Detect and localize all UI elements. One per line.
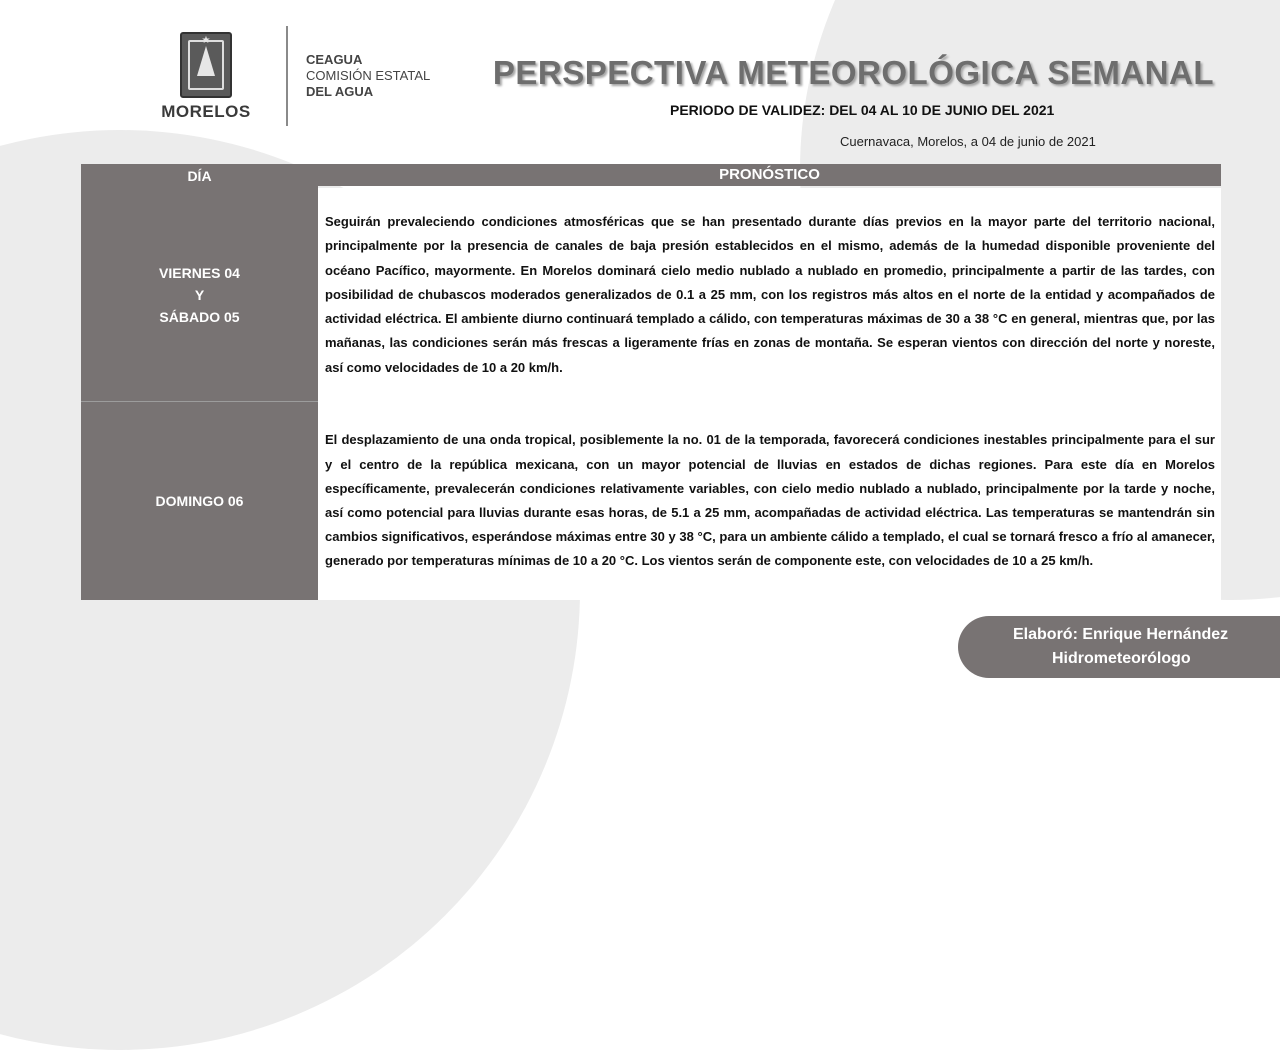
logo-text: MORELOS bbox=[161, 102, 251, 121]
credit-role: Hidrometeorólogo bbox=[1052, 650, 1191, 667]
day-label-line1: VIERNES 04 bbox=[159, 264, 240, 281]
day-label-line2: Y bbox=[194, 286, 205, 303]
credit-author: Elaboró: Enrique Hernández bbox=[1013, 626, 1229, 643]
day-cell-2 bbox=[81, 402, 318, 600]
forecast-cell-2 bbox=[318, 402, 1221, 600]
credit-badge bbox=[958, 616, 1280, 678]
place-date: Cuernavaca, Morelos, a 04 de junio de 2021 bbox=[840, 134, 1096, 149]
page-title: PERSPECTIVA METEOROLÓGICA SEMANAL bbox=[492, 54, 1214, 91]
column-header-day: DÍA bbox=[81, 164, 318, 188]
day-label-2: DOMINGO 06 bbox=[155, 493, 244, 509]
day-label-line3: SÁBADO 05 bbox=[159, 308, 240, 325]
agency-acronym: CEAGUA bbox=[306, 52, 363, 67]
header-divider bbox=[286, 26, 288, 126]
agency-line-3: DEL AGUA bbox=[306, 84, 374, 99]
agency-line-2: COMISIÓN ESTATAL bbox=[306, 68, 431, 83]
agency-name bbox=[306, 52, 430, 100]
day-cell-1 bbox=[81, 188, 318, 402]
validity-period: PERIODO DE VALIDEZ: DEL 04 AL 10 DE JUNIO DEL 2021 bbox=[670, 102, 1055, 118]
column-header-forecast: PRONÓSTICO bbox=[318, 164, 1221, 186]
forecast-text-1: Seguirán prevaleciendo condiciones atmosféricas que se han presentado durante días previos en la mayor parte del territorio nacional, principalmente por la presencia de canales de baja presión establecidos en el mismo, además de la humedad disponible proveniente del océano Pacífico, mayormente. En Morelos dominará cielo medio nublado a nublado en promedio, principalmente a partir de las tardes, con posibilidad de chubascos moderados generalizados de 0.1 a 25 mm, con los registros más altos en el norte de la entidad y acompañados de actividad eléctrica. El ambiente diurno continuará templado a cálido, con temperaturas máximas de 30 a 38 °C en general, mientras que, por las mañanas, las condiciones serán más frescas a ligeramente frías en zonas de montaña. Se esperan vientos con dirección del norte y noreste, así como velocidades de 10 a 20 km/h. bbox=[325, 214, 1215, 375]
forecast-cell-1 bbox=[318, 188, 1221, 402]
forecast-table bbox=[81, 164, 1221, 600]
morelos-logo bbox=[160, 30, 252, 122]
morelos-state-seal-icon: ★ bbox=[180, 32, 232, 98]
forecast-text-2: El desplazamiento de una onda tropical, posiblemente la no. 01 de la temporada, favorecerá condiciones inestables principalmente para el sur y el centro de la república mexicana, con un mayor potencial de lluvias en estados de dichas regiones. Para este día en Morelos específicamente, prevalecerán condiciones relativamente variables, con cielo medio nublado a nublado, principalmente por la tarde y noche, así como potencial para lluvias durante esas horas, de 5.1 a 25 mm, acompañadas de actividad eléctrica. Las temperaturas se mantendrán sin cambios significativos, esperándose máximas entre 30 y 38 °C, para un ambiente cálido a templado, el cual se tornará fresco a frío al amanecer, generado por temperaturas mínimas de 10 a 20 °C. Los vientos serán de componente este, con velocidades de 10 a 25 km/h. bbox=[325, 432, 1215, 569]
